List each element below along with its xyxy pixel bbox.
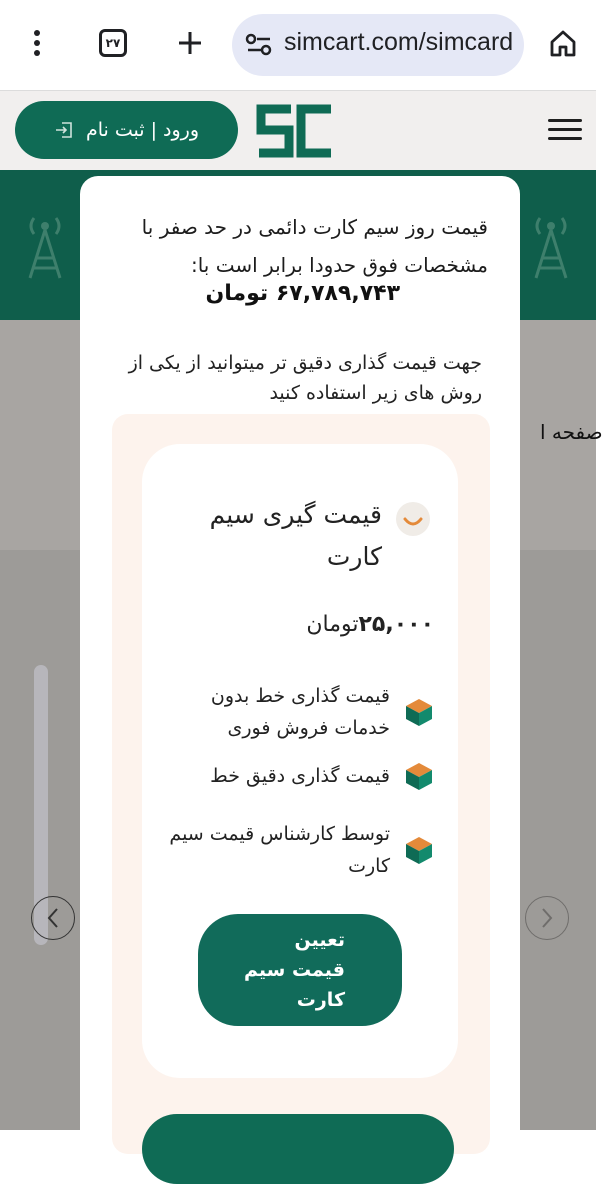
set-price-button[interactable] — [198, 914, 402, 1026]
site-settings-icon[interactable] — [246, 34, 272, 56]
card-price-unit: تومان — [306, 612, 359, 637]
page-side-text: صفحه ا — [540, 420, 603, 444]
antenna-icon — [528, 210, 574, 280]
card-title: قیمت گیری سیم کارت — [209, 500, 382, 571]
modal-heading: قیمت روز سیم کارت دائمی در حد صفر با مشخصات فوق حدودا برابر است با: — [141, 215, 488, 277]
feature-text: قیمت گذاری دقیق خط — [210, 765, 390, 787]
chevron-left-icon[interactable] — [31, 896, 75, 940]
pricing-options-panel — [112, 414, 490, 1154]
tab-count: ۲۷ — [99, 29, 127, 57]
plus-icon[interactable] — [167, 20, 213, 66]
login-register-label: ورود | ثبت نام — [85, 119, 200, 141]
smile-icon — [396, 502, 430, 536]
box-icon — [404, 697, 434, 727]
home-icon[interactable] — [540, 20, 586, 66]
simcart-logo[interactable] — [255, 103, 335, 159]
url-text: simcart.com/simcard — [284, 28, 514, 56]
pricing-card — [142, 444, 458, 1078]
feature-item — [164, 680, 434, 744]
card-price — [306, 612, 434, 637]
feature-text: توسط کارشناس قیمت سیم کارت — [169, 823, 390, 877]
estimated-price: ۶۷,۷۸۹,۷۴۳ تومان — [205, 281, 400, 306]
antenna-icon — [22, 210, 68, 280]
price-modal — [80, 176, 520, 1136]
box-icon — [404, 835, 434, 865]
secondary-option-button[interactable] — [142, 1114, 454, 1184]
tabs-icon[interactable] — [90, 20, 136, 66]
login-register-button[interactable] — [15, 101, 238, 159]
set-price-label: تعیین قیمت سیم کارت — [243, 929, 345, 1011]
login-icon — [54, 120, 74, 140]
feature-text: قیمت گذاری خط بدون خدمات فروش فوری — [210, 685, 390, 739]
site-header — [0, 90, 596, 170]
modal-instruction: جهت قیمت گذاری دقیق تر میتوانید از یکی از روش های زیر استفاده کنید — [128, 352, 482, 404]
card-price-amount: ۲۵,۰۰۰ — [358, 612, 434, 637]
menu-icon[interactable] — [548, 115, 582, 145]
box-icon — [404, 761, 434, 791]
browser-toolbar — [0, 0, 596, 90]
feature-item — [164, 760, 434, 792]
more-vert-icon[interactable] — [14, 20, 60, 66]
address-bar[interactable] — [232, 14, 524, 76]
feature-item — [164, 818, 434, 882]
chevron-right-icon[interactable] — [525, 896, 569, 940]
